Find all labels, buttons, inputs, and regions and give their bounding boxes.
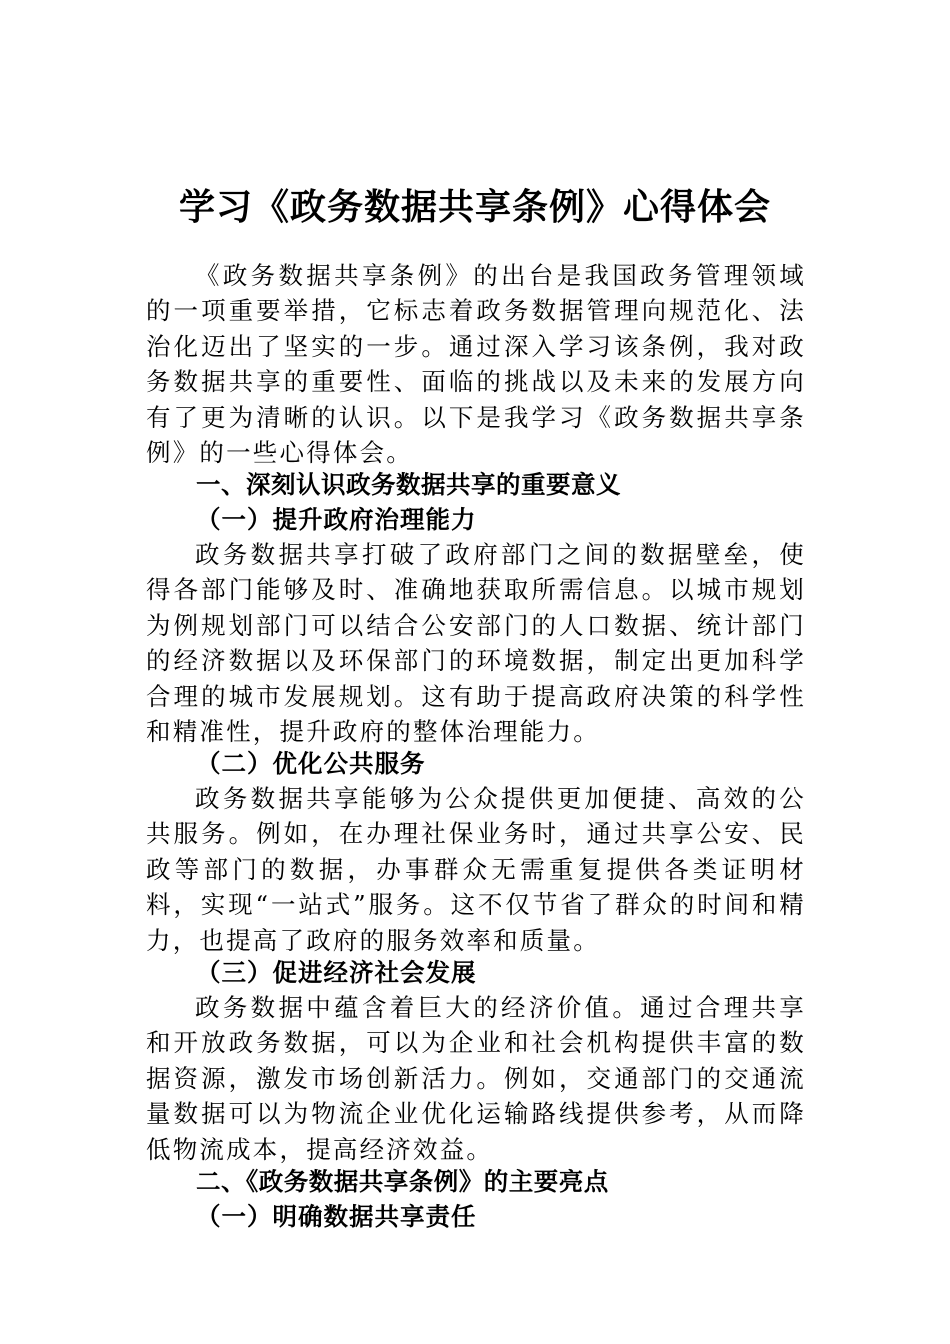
section-1-sub-1-heading: （一）提升政府治理能力 bbox=[196, 505, 477, 534]
section-1-sub-1-paragraph: 政务数据共享打破了政府部门之间的数据壁垒，使得各部门能够及时、准确地获取所需信息。以城市规划为例规划部门可以结合公安部门的人口数据、统计部门的经济数据以及环保部门的环境数据，制定出更加科学合理的城市发展规划。这有助于提高政府决策的科学性和精准性，提升政府的整体治理能力。 bbox=[146, 540, 806, 747]
section-1-sub-2-paragraph: 政务数据共享能够为公众提供更加便捷、高效的公共服务。例如，在办理社保业务时，通过共享公安、民政等部门的数据，办事群众无需重复提供各类证明材料，实现“一站式”服务。这不仅节省了群众的时间和精力，也提高了政府的服务效率和质量。 bbox=[146, 784, 806, 955]
document-title: 学习《政务数据共享条例》心得体会 bbox=[178, 187, 771, 229]
section-1-heading: 一、深刻认识政务数据共享的重要意义 bbox=[196, 470, 621, 499]
section-2-heading: 二、《政务数据共享条例》的主要亮点 bbox=[196, 1167, 609, 1196]
section-1-sub-3-paragraph: 政务数据中蕴含着巨大的经济价值。通过合理共享和开放政务数据，可以为企业和社会机构提供丰富的数据资源，激发市场创新活力。例如，交通部门的交通流量数据可以为物流企业优化运输路线提供参考，从而降低物流成本，提高经济效益。 bbox=[146, 993, 806, 1164]
section-1-sub-2-heading: （二）优化公共服务 bbox=[196, 749, 426, 778]
section-1-sub-3-heading: （三）促进经济社会发展 bbox=[196, 958, 477, 987]
intro-paragraph: 《政务数据共享条例》的出台是我国政务管理领域的一项重要举措，它标志着政务数据管理向规范化、法治化迈出了坚实的一步。通过深入学习该条例，我对政务数据共享的重要性、面临的挑战以及未来的发展方向有了更为清晰的认识。以下是我学习《政务数据共享条例》的一些心得体会。 bbox=[146, 261, 806, 468]
section-2-sub-1-heading: （一）明确数据共享责任 bbox=[196, 1202, 477, 1231]
